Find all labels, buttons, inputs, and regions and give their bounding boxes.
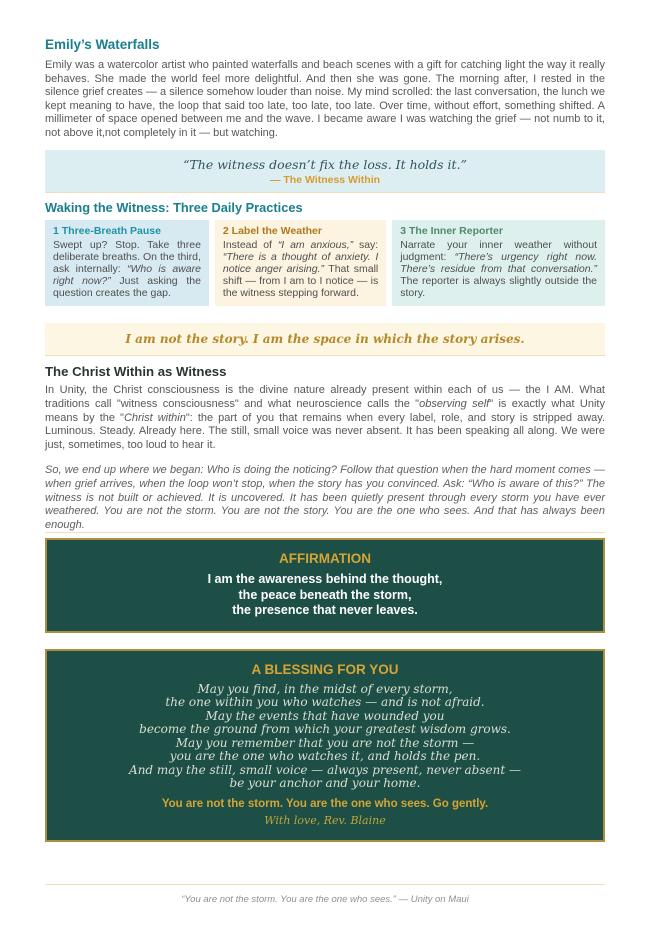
blessing-line: May you find, in the midst of every storm, [197,681,453,696]
blessing-emphasis: You are not the storm. You are the one who sees. Go gently. [161,797,489,810]
practice-body: Swept up? Stop. Take three deliberate breaths. On the third, ask internally: “Who is aware right now?” Just asking the question creates the gap. [53,239,201,299]
affirmation-line: the peace beneath the storm, [238,587,412,602]
practice-body: Instead of “I am anxious,” say: “There is a thought of anxiety. I notice anger arising.” That small shift — from I am to I notice — is the witness stepping forward. [222,239,379,299]
blessing-line: And may the still, small voice — always present, never absent — [129,762,521,777]
christ-section-heading: The Christ Within as Witness [45,364,227,380]
pull-quote-text: “The witness doesn’t fix the loss. It holds it.” [183,156,467,172]
practice-card-inner-reporter [392,220,605,307]
blessing-line: May the events that have wounded you [205,708,445,723]
practice-title: 2 Label the Weather [222,224,322,237]
blessing-signature: With love, Rev. Blaine [264,813,386,827]
affirmation-box [45,538,605,633]
footer [45,884,605,907]
pull-quote-attribution: — The Witness Within [269,173,381,186]
practice-card-label-the-weather [215,220,386,307]
section-divider [45,192,605,193]
practice-body: Narrate your inner weather without judgment: “There’s urgency right now. There’s residue from that conversation.” The reporter is always slightly outside the story. [400,239,598,299]
blessing-title: A BLESSING FOR YOU [251,661,399,677]
blessing-line: the one within you who watches — and is not afraid. [165,695,485,710]
blessing-line: you are the one who watches it, and holds the pen. [169,749,481,764]
christ-paragraph: In Unity, the Christ consciousness is the divine nature already present within each of us — the I AM. What traditions call "witness consciousness" and what neuroscience calls the "observing self" is exactly what Unity means by the "Christ within": the part of you that remains when every label, role, and story is stripped away. Luminous. Steady. Already here. The still, small voice was never absent. It has been speaking all along. We were just, sometimes, too loud to hear it. [45,384,606,451]
section-divider [45,532,605,533]
affirmation-line: the presence that never leaves. [232,603,418,618]
practice-card-three-breath-pause [45,220,209,307]
blessing-line: May you remember that you are not the storm — [175,735,475,750]
closing-paragraph: So, we end up where we began: Who is doing the noticing? Follow that question when the hard moment comes — when grief arrives, when the loop won’t stop, when the story has you convinced. Ask: “Who is aware of this?” The witness is not built or achieved. It is uncovered. It has been quietly present through every storm you have ever weathered. You are not the storm. You are not the story. You are the one who sees. And that has always been enough. [45,464,605,531]
page-title: Emily’s Waterfalls [45,37,160,52]
pull-quote-box [45,150,605,192]
affirmation-title: AFFIRMATION [279,551,371,567]
affirmation-line: I am the awareness behind the thought, [207,572,443,587]
practice-title: 1 Three-Breath Pause [53,224,161,237]
intro-paragraph: Emily was a watercolor artist who painted waterfalls and beach scenes with a gift for catching light the way it really behaves. She made the world feel more delightful. And then she was gone. The morning after, I rested in the silence grief creates — a silence somehow louder than noise. My mind scrolled: the last conversation, the lunch we kept meaning to have, the loop that said too late, too late, too late. Over time, without effort, something shifted. A millimeter of space opened between me and the wave. I became aware I was watching the grief — not numb to it, not above it,not completely in it — but watching. [45,59,605,139]
section-divider [45,355,605,356]
footer-quote: “You are not the storm. You are the one who sees.” — Unity on Maui [181,893,469,905]
practices-row [45,220,605,307]
practice-title: 3 The Inner Reporter [400,224,503,237]
motto-banner [45,323,605,355]
blessing-line: become the ground from which your greatest wisdom grows. [139,722,511,737]
motto-text: I am not the story. I am the space in which the story arises. [125,332,525,347]
blessing-line: be your anchor and your home. [229,776,421,791]
practices-heading: Waking the Witness: Three Daily Practices [45,199,303,215]
blessing-box [45,649,605,842]
